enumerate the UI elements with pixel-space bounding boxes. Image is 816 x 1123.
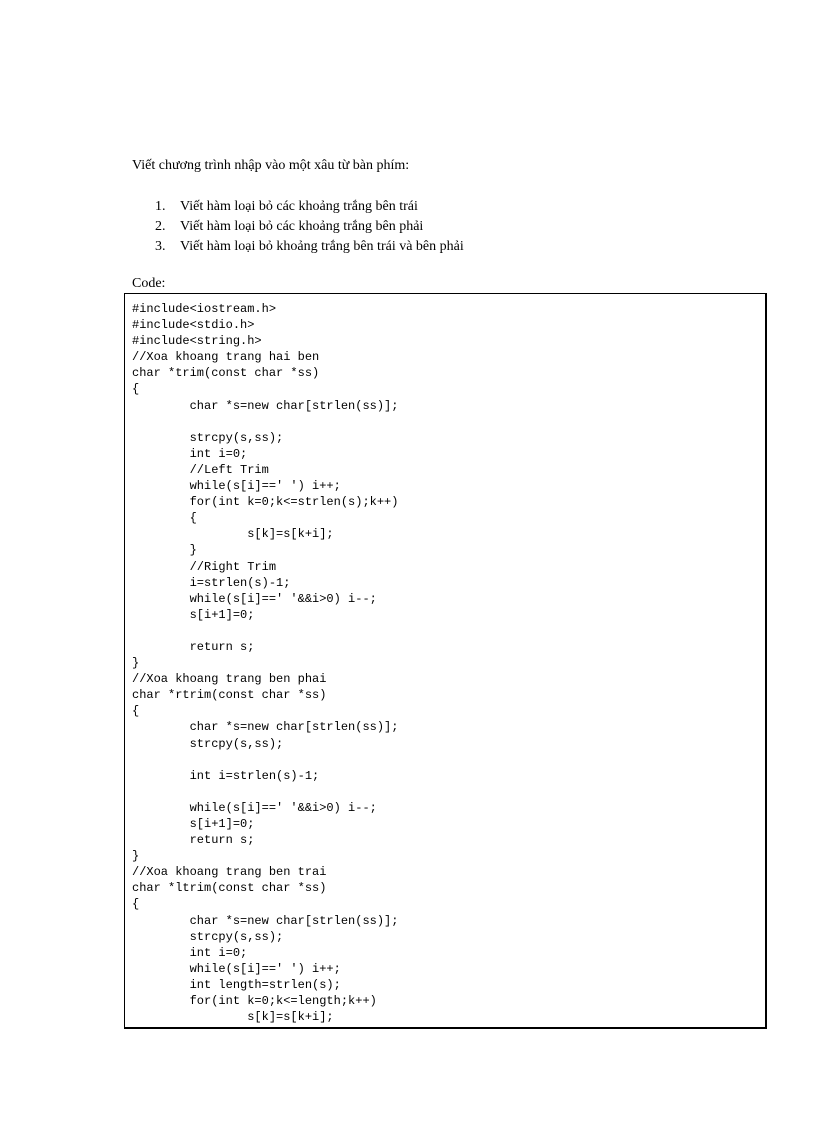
code-line: while(s[i]==' '&&i>0) i--; <box>132 591 377 606</box>
list-item <box>155 197 464 217</box>
code-line: strcpy(s,ss); <box>132 736 284 751</box>
list-item <box>155 217 464 237</box>
list-item <box>155 237 464 257</box>
code-line: { <box>132 897 140 912</box>
code-line: s[i+1]=0; <box>132 607 255 622</box>
code-line <box>132 414 398 430</box>
code-line: strcpy(s,ss); <box>132 430 284 445</box>
code-line: s[k]=s[k+i]; <box>132 527 334 542</box>
code-line: //Left Trim <box>132 462 269 477</box>
code-line <box>132 784 398 800</box>
code-line: { <box>132 382 140 397</box>
code-line: { <box>132 704 140 719</box>
code-line: char *rtrim(const char *ss) <box>132 688 327 703</box>
code-line: char *s=new char[strlen(ss)]; <box>132 913 399 928</box>
code-line: #include<stdio.h> <box>132 318 255 333</box>
code-line: char *s=new char[strlen(ss)]; <box>132 720 399 735</box>
code-line: s[k]=s[k+i]; <box>132 1010 334 1025</box>
code-line: //Xoa khoang trang ben trai <box>132 865 327 880</box>
code-line: #include<string.h> <box>132 334 262 349</box>
code-line <box>132 752 398 768</box>
code-line: } <box>132 849 140 864</box>
code-line: int i=0; <box>132 945 248 960</box>
code-line: for(int k=0;k<=strlen(s);k++) <box>132 495 399 510</box>
code-line: while(s[i]==' ') i++; <box>132 961 341 976</box>
code-line: while(s[i]==' '&&i>0) i--; <box>132 800 377 815</box>
code-line: } <box>132 656 140 671</box>
code-line: i=strlen(s)-1; <box>132 575 291 590</box>
code-line <box>132 623 398 639</box>
list-item-number: 1. <box>155 199 166 214</box>
list-item-text: Viết hàm loại bỏ khoảng trắng bên trái và bên phải <box>180 239 464 254</box>
code-line: //Xoa khoang trang ben phai <box>132 672 327 687</box>
code-line: //Xoa khoang trang hai ben <box>132 350 320 365</box>
code-line: int i=strlen(s)-1; <box>132 768 320 783</box>
code-line: } <box>132 543 197 558</box>
code-line: strcpy(s,ss); <box>132 929 284 944</box>
code-line: char *trim(const char *ss) <box>132 366 320 381</box>
code-block <box>132 301 398 1025</box>
code-line: { <box>132 511 197 526</box>
task-list <box>155 197 464 257</box>
code-line: while(s[i]==' ') i++; <box>132 479 341 494</box>
code-line: char *ltrim(const char *ss) <box>132 881 327 896</box>
code-line: return s; <box>132 833 255 848</box>
list-item-number: 3. <box>155 239 166 254</box>
code-line: #include<iostream.h> <box>132 302 277 316</box>
list-item-number: 2. <box>155 219 166 234</box>
code-line: for(int k=0;k<=length;k++) <box>132 994 377 1009</box>
intro-text: Viết chương trình nhập vào một xâu từ bàn phím: <box>132 158 410 173</box>
code-box <box>124 293 767 1029</box>
list-item-text: Viết hàm loại bỏ các khoảng trắng bên trái <box>180 199 418 214</box>
code-line: return s; <box>132 639 255 654</box>
code-line: int i=0; <box>132 446 248 461</box>
list-item-text: Viết hàm loại bỏ các khoảng trắng bên phải <box>180 219 424 234</box>
code-line: s[i+1]=0; <box>132 817 255 831</box>
code-line: //Right Trim <box>132 559 277 574</box>
code-line: char *s=new char[strlen(ss)]; <box>132 398 399 413</box>
code-label: Code: <box>132 276 166 291</box>
code-line: int length=strlen(s); <box>132 977 341 992</box>
